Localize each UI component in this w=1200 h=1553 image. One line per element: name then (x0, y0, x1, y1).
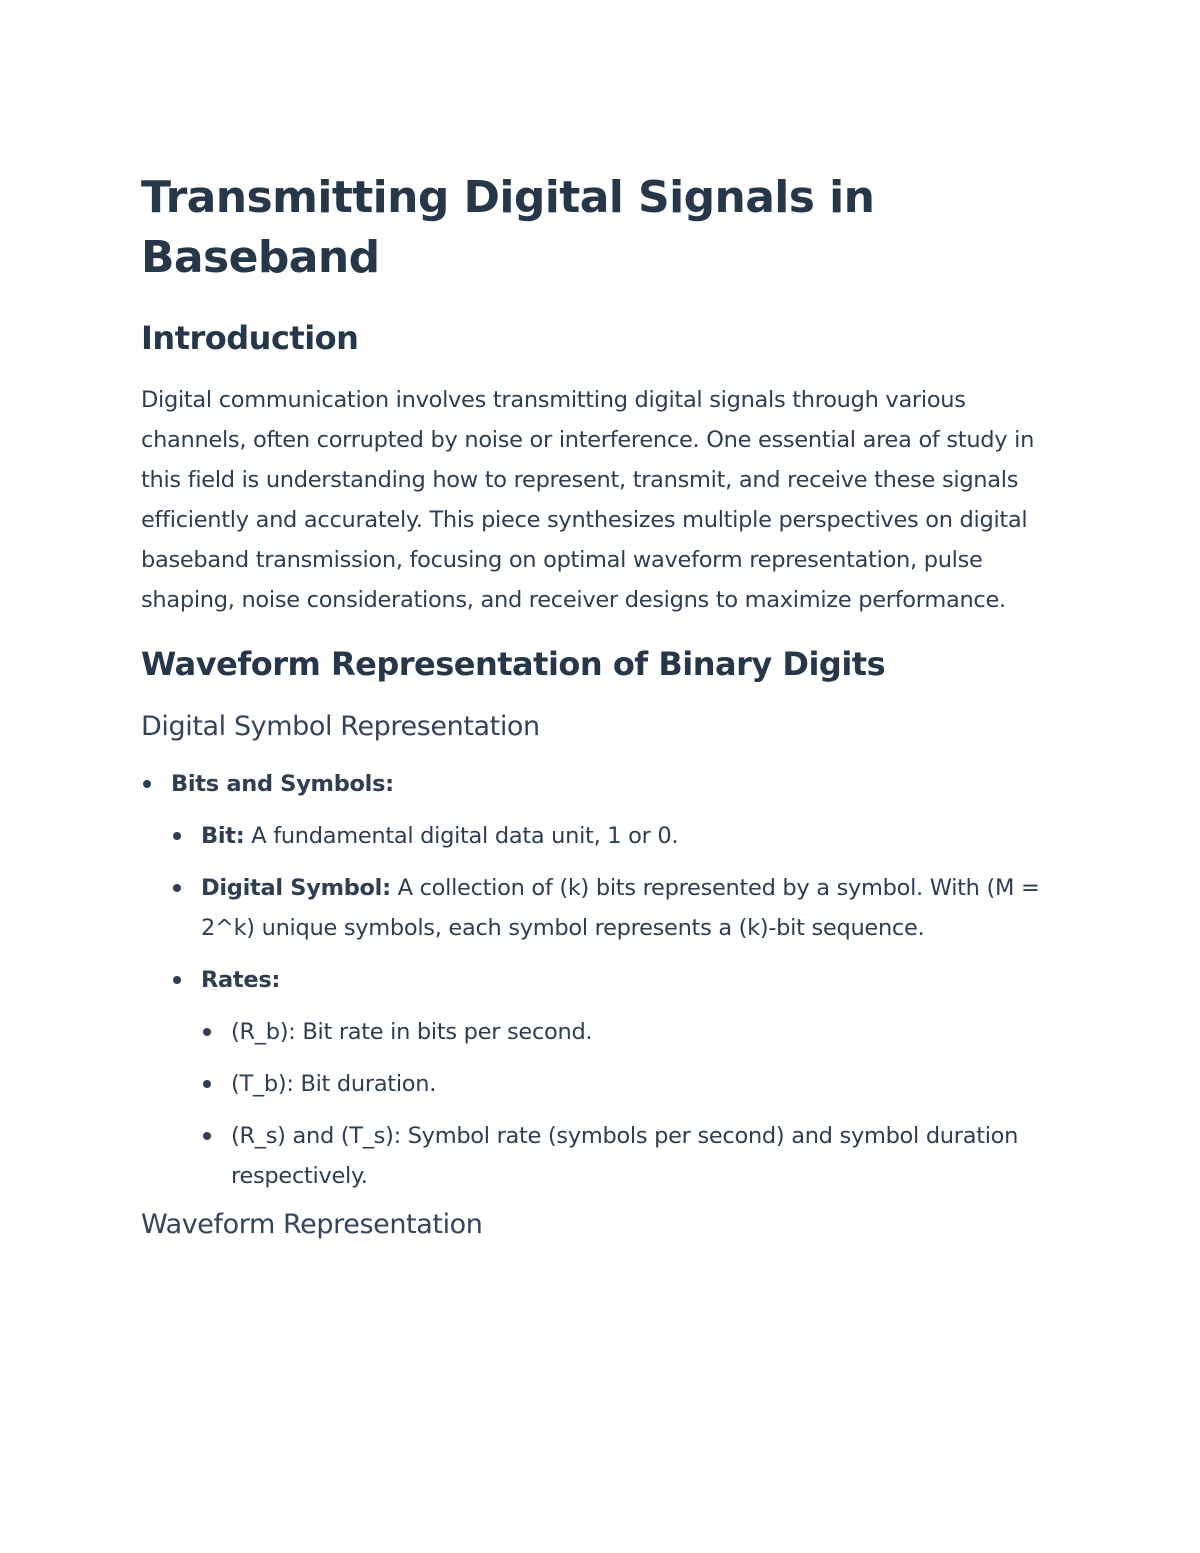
rates-label: Rates: (201, 967, 281, 993)
list-item-bits-symbols (141, 764, 1061, 1196)
bullet-icon (173, 976, 181, 984)
bits-symbols-label: Bits and Symbols: (171, 771, 394, 797)
digital-symbol-text: A collection of (k) bits represented by a symbol. With (M = 2^k) unique symbols, each symbol represents a (k)-bit sequence. (201, 875, 1040, 941)
symbol-representation-heading: Digital Symbol Representation (141, 711, 540, 742)
digital-symbol-label: Digital Symbol: (201, 875, 391, 901)
document-title: Transmitting Digital Signals in Baseband (141, 172, 875, 283)
intro-heading: Introduction (141, 319, 359, 357)
waveform-representation-heading: Waveform Representation (141, 1209, 483, 1240)
bit-text: A fundamental digital data unit, 1 or 0. (244, 823, 679, 849)
rate-tb-text: (T_b): Bit duration. (231, 1071, 437, 1097)
list-item-rates (171, 960, 1061, 1196)
waveform-section-heading: Waveform Representation of Binary Digits (141, 645, 886, 683)
rate-rb-text: (R_b): Bit rate in bits per second. (231, 1019, 593, 1045)
bit-label: Bit: (201, 823, 245, 849)
intro-paragraph: Digital communication involves transmitting digital signals through various channels, often corrupted by noise or interference. One essential area of study in this field is understanding how to represent, transmit, and receive these signals efficiently and accurately. This piece synthesizes multiple perspectives on digital baseband transmission, focusing on optimal waveform representation, pulse shaping, noise considerations, and receiver designs to maximize performance. (141, 387, 1035, 613)
list-item-rate-rb (201, 1012, 1061, 1052)
bits-symbols-sublist (171, 816, 1061, 1196)
rate-rs-text: (R_s) and (T_s): Symbol rate (symbols per second) and symbol duration respectively. (231, 1123, 1019, 1189)
rates-sublist (201, 1012, 1061, 1196)
bullet-icon (143, 780, 151, 788)
list-item-rate-tb (201, 1064, 1061, 1104)
symbols-list (141, 764, 1061, 1196)
bullet-icon (203, 1132, 211, 1140)
bullet-icon (173, 884, 181, 892)
list-item-rate-rs (201, 1116, 1061, 1196)
list-item-digital-symbol (171, 868, 1061, 948)
bullet-icon (203, 1080, 211, 1088)
bullet-icon (203, 1028, 211, 1036)
document-page (141, 168, 1061, 1262)
list-item-bit (171, 816, 1061, 856)
bullet-icon (173, 832, 181, 840)
